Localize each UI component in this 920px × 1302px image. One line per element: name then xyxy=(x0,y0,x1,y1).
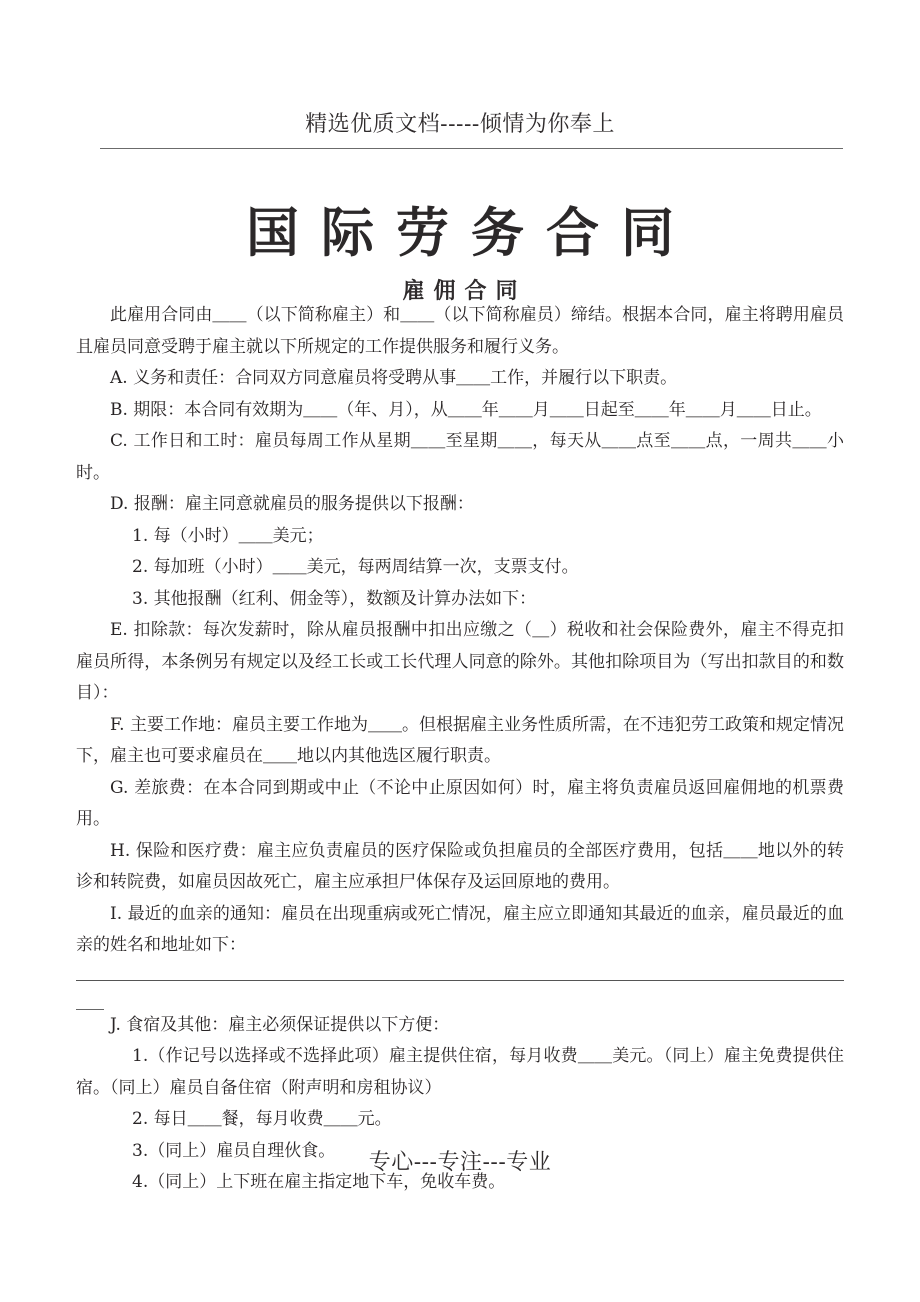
clause-paragraph-f: F. 主要工作地：雇员主要工作地为＿＿。但根据雇主业务性质所需，在不违犯劳工政策和规定情况下，雇主也可要求雇员在＿＿地以内其他选区履行职责。 xyxy=(76,714,844,766)
clause-paragraph-d1: 1. 每（小时）＿＿美元； xyxy=(132,525,324,546)
document-body xyxy=(76,300,844,1199)
page-title: 国际劳务合同 xyxy=(246,201,696,264)
clause-paragraph-g: G. 差旅费：在本合同到期或中止（不论中止原因如何）时，雇主将负责雇员返回雇佣地的机票费用。 xyxy=(76,777,844,829)
clause-paragraph-e: E. 扣除款：每次发薪时，除从雇员报酬中扣出应缴之（＿）税收和社会保险费外，雇主不得克扣雇员所得，本条例另有规定以及经工长或工长代理人同意的除外。其他扣除项目为（写出扣款目的和数目）： xyxy=(76,620,844,703)
page-subtitle: 雇佣合同 xyxy=(402,278,527,305)
clause-paragraph-i: I. 最近的血亲的通知：雇员在出现重病或死亡情况，雇主应立即通知其最近的血亲，雇员最近的血亲的姓名和地址如下： xyxy=(76,903,844,955)
clause-list-primary xyxy=(76,363,844,962)
clause-paragraph-d3: 3. 其他报酬（红利、佣金等），数额及计算办法如下： xyxy=(132,588,537,609)
clause-paragraph-j2: 2. 每日＿＿餐，每月收费＿＿元。 xyxy=(132,1109,392,1129)
clause-paragraph-d: D. 报酬：雇主同意就雇员的服务提供以下报酬： xyxy=(110,494,474,514)
intro-paragraph: 此雇用合同由＿＿（以下简称雇主）和＿＿（以下简称雇员）缔结。根据本合同，雇主将聘用雇员且雇员同意受聘于雇主就以下所规定的工作提供服务和履行义务。 xyxy=(76,305,844,357)
fill-in-line-long[interactable] xyxy=(76,980,844,981)
header-divider-rule xyxy=(100,148,843,149)
clause-paragraph-j: J. 食宿及其他：雇主必须保证提供以下方便： xyxy=(110,1014,450,1035)
document-footer-banner: 专心---专注---专业 xyxy=(368,1150,552,1175)
clause-paragraph-j1: 1.（作记号以选择或不选择此项）雇主提供住宿，每月收费＿＿美元。（同上）雇主免费提供住宿。（同上）雇员自备住宿（附声明和房租协议） xyxy=(76,1046,844,1098)
clause-paragraph-c: C. 工作日和工时：雇员每周工作从星期＿＿至星期＿＿，每天从＿＿点至＿＿点，一周共＿＿小时。 xyxy=(76,431,844,483)
clause-paragraph-j4: 4.（同上）上下班在雇主指定地下车，免收车费。 xyxy=(132,1172,506,1192)
clause-paragraph-a: A. 义务和责任：合同双方同意雇员将受聘从事＿＿工作，并履行以下职责。 xyxy=(110,368,678,388)
document-header-banner: 精选优质文档-----倾情为你奉上 xyxy=(305,112,615,137)
clause-paragraph-b: B. 期限：本合同有效期为＿＿（年、月），从＿＿年＿＿月＿＿日起至＿＿年＿＿月＿＿日止。 xyxy=(110,399,822,420)
clause-paragraph-d2: 2. 每加班（小时）＿＿美元，每两周结算一次，支票支付。 xyxy=(132,557,579,577)
clause-paragraph-h: H. 保险和医疗费：雇主应负责雇员的医疗保险或负担雇员的全部医疗费用，包括＿＿地以外的转诊和转院费，如雇员因故死亡，雇主应承担尸体保存及运回原地的费用。 xyxy=(76,840,844,892)
clause-paragraph-j3: 3.（同上）雇员自理伙食。 xyxy=(132,1140,336,1161)
